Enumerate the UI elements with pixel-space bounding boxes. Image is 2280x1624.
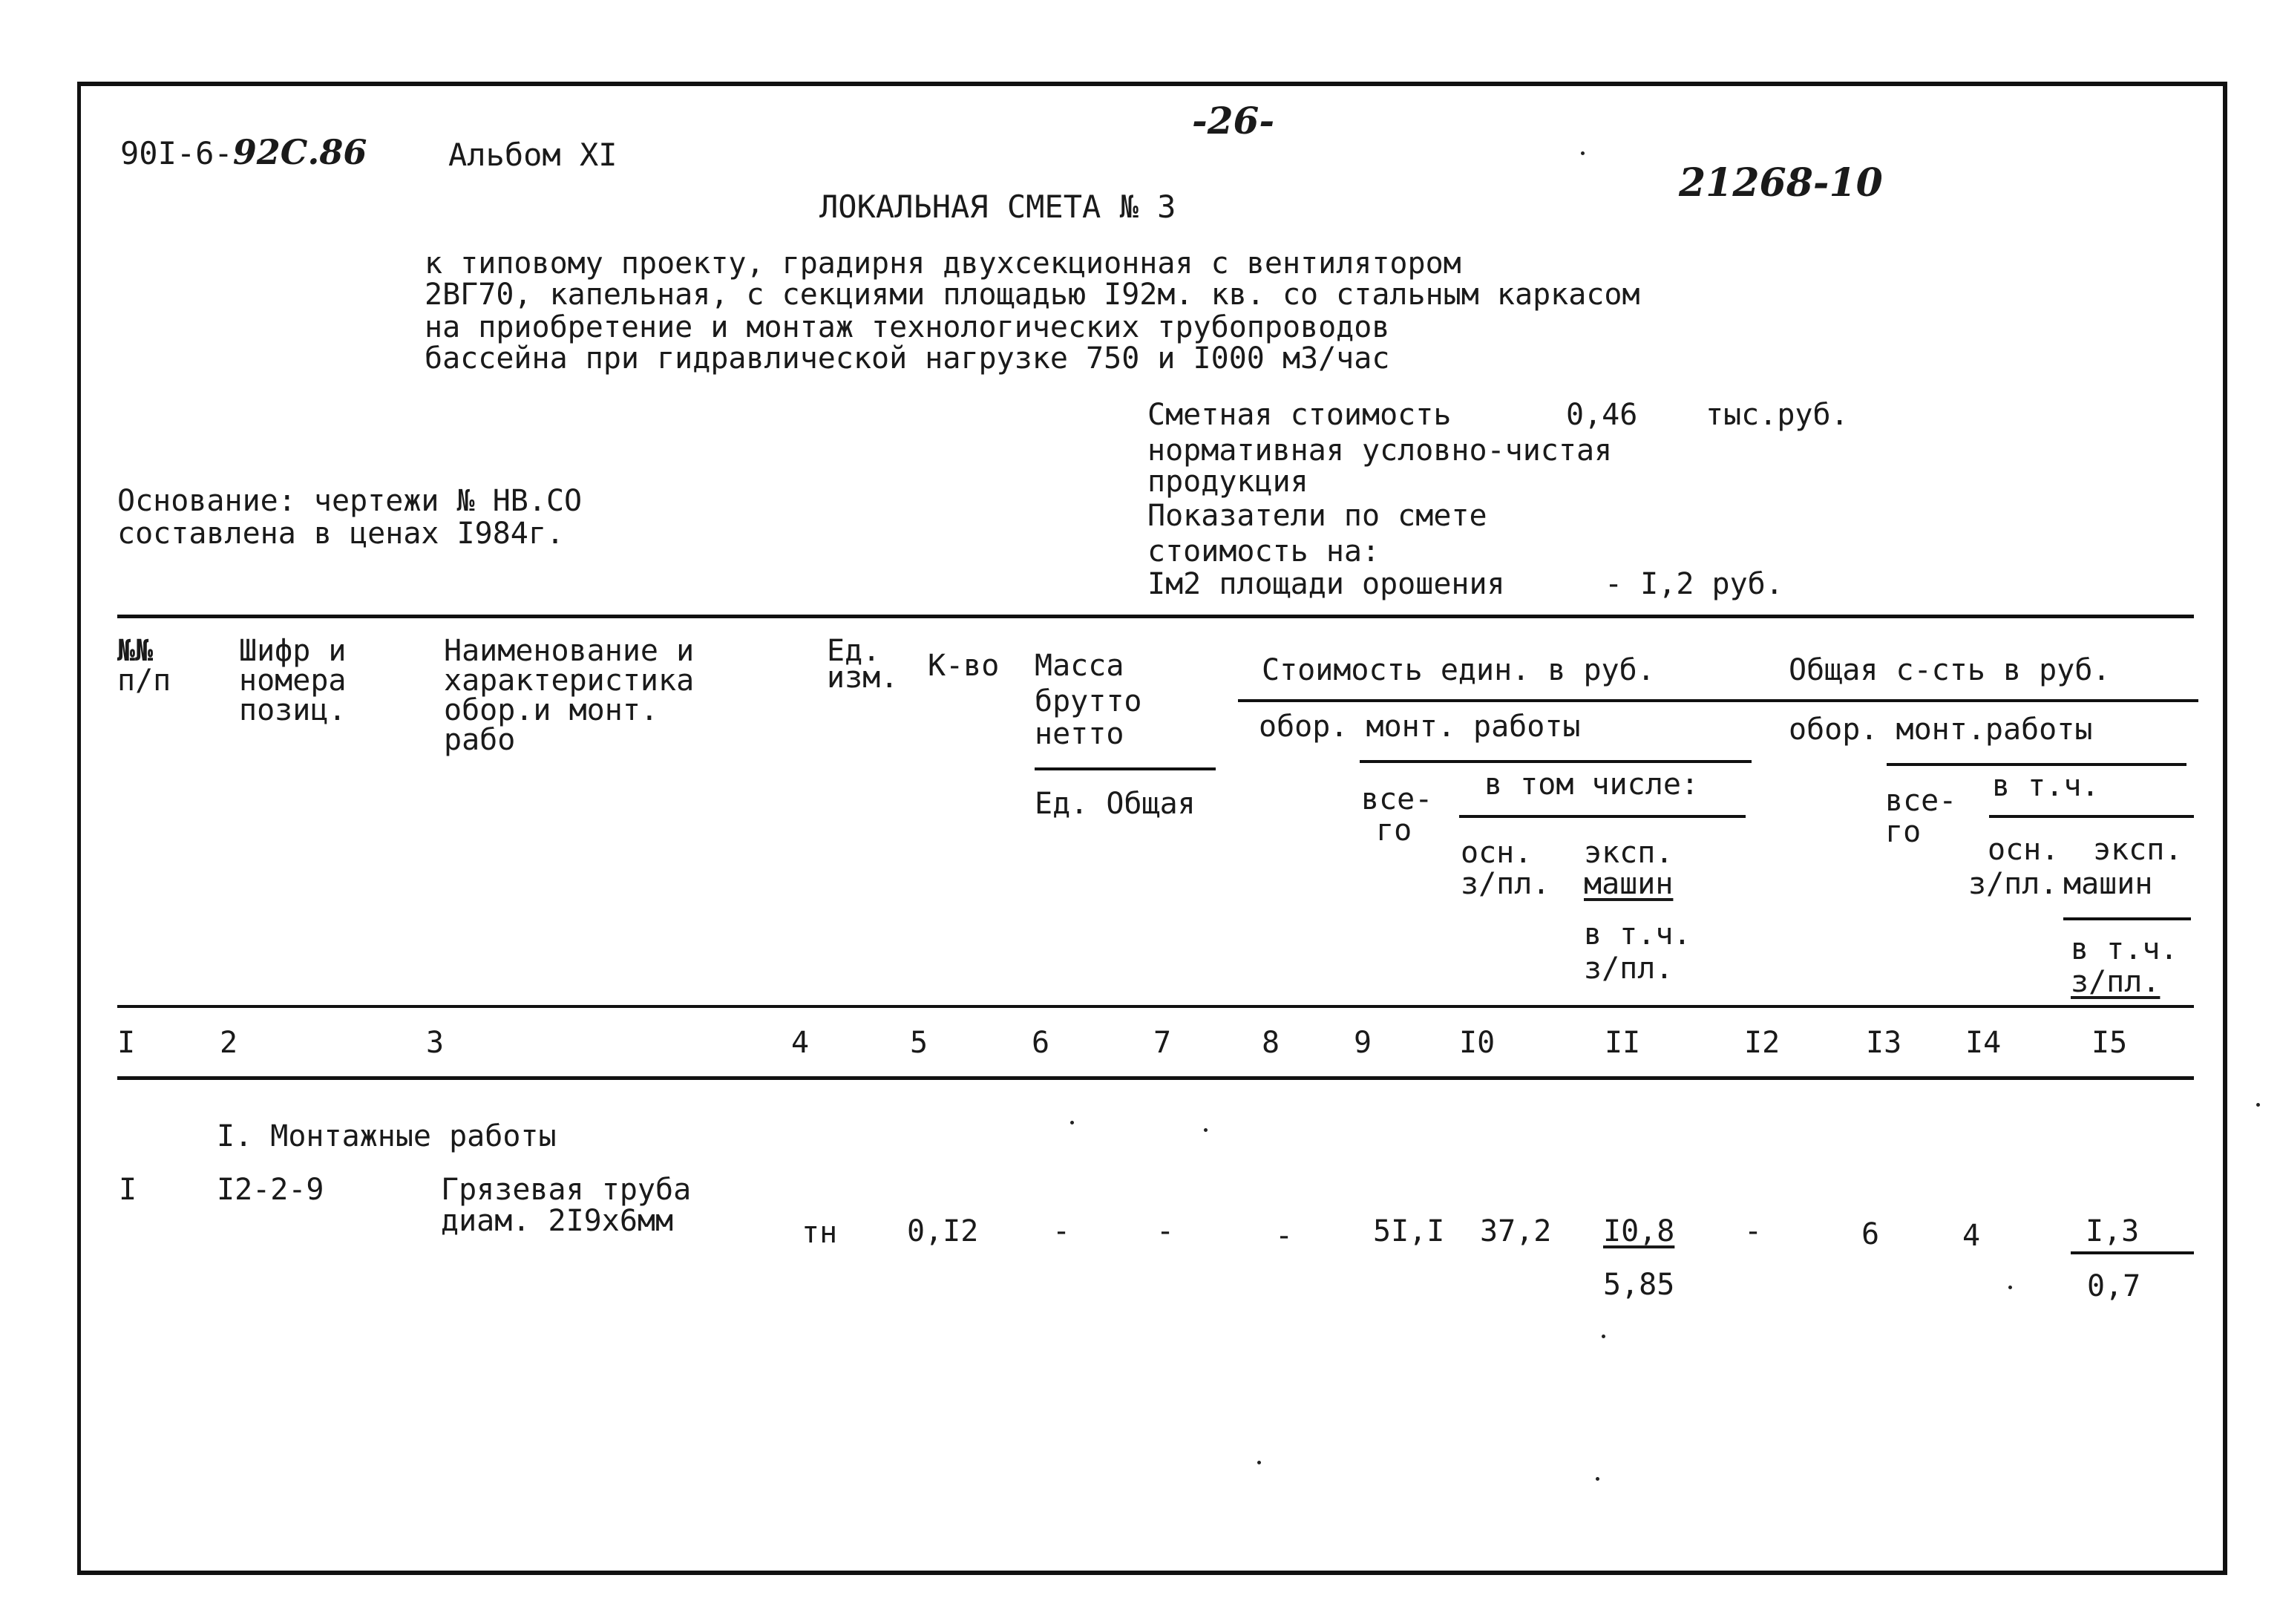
normative-line-2: продукция [1147, 465, 1308, 499]
including-rule [1459, 815, 1746, 818]
header-machine-2: эксп. [2093, 833, 2183, 867]
header-basic-wage-l1: осн. [1461, 836, 1533, 870]
scan-speck [1257, 1461, 1261, 1464]
header-machine-2-l2: машин [2063, 867, 2153, 901]
col-num-11: II [1605, 1026, 1641, 1060]
description-line-2: 2ВГ70, капельная, с секциями площадью I92м. кв. со стальным каркасом [425, 278, 1640, 312]
col-num-9: 9 [1354, 1026, 1372, 1060]
row-machine-operation-2-rule [2071, 1251, 2194, 1254]
col-num-3: 3 [426, 1026, 445, 1060]
total-cost-sub-rule [1887, 763, 2186, 766]
indicators-line-1: Показатели по смете [1147, 499, 1487, 533]
row-machine-wage-2: 0,7 [2087, 1269, 2141, 1303]
cost-rule [1238, 699, 2198, 702]
col-num-2: 2 [220, 1026, 238, 1060]
header-code-l3: позиц. [239, 693, 347, 727]
header-mass-l2: брутто [1035, 684, 1142, 718]
header-num-l2: п/п [117, 664, 171, 698]
row-name-l1: Грязевая труба [441, 1173, 692, 1207]
row-code: I2-2-9 [217, 1173, 324, 1207]
col-num-10: I0 [1459, 1026, 1496, 1060]
column-numbers-bottom-rule [117, 1076, 2194, 1080]
header-code-l2: номера [239, 664, 347, 698]
indicator-value: - I,2 руб. [1605, 567, 1783, 601]
row-machine-operation: I0,8 [1603, 1214, 1675, 1248]
basis-line-1: Основание: чертежи № НВ.СО [117, 484, 583, 518]
header-total1-l1: все- [1361, 782, 1433, 816]
col-num-4: 4 [791, 1026, 810, 1060]
page-title: ЛОКАЛЬНАЯ СМЕТА № 3 [819, 189, 1176, 225]
row-machine-operation-2: I,3 [2086, 1214, 2140, 1248]
including-2-rule [1989, 815, 2194, 818]
header-wage-2: з/пл. [1968, 867, 2058, 901]
header-name-l2: характеристика [444, 664, 695, 698]
header-total-cost-sub: обор. монт.работы [1789, 713, 2093, 747]
normative-line-1: нормативная условно-чистая [1147, 433, 1613, 468]
header-basic-wage-l2: з/пл. [1461, 867, 1550, 901]
header-including: в том числе: [1484, 767, 1699, 802]
header-machine-wage-2-l2: з/пл. [2071, 965, 2161, 999]
scan-speck [2256, 1103, 2260, 1107]
basis-line-2: составлена в ценах I984г. [117, 517, 565, 551]
row-mounting-total: 5I,I [1373, 1214, 1445, 1248]
row-quantity: 0,I2 [907, 1214, 979, 1248]
doc-code [120, 132, 367, 172]
description-line-3: на приобретение и монтаж технологических трубопроводов [425, 310, 1390, 344]
scan-speck [1602, 1335, 1605, 1338]
description-line-1: к типовому проекту, градирня двухсекционная с вентилятором [425, 246, 1461, 281]
doc-code-handwritten: 92С.86 [232, 132, 367, 172]
row-number: I [119, 1173, 137, 1207]
indicator-label: Iм2 площади орошения [1147, 567, 1505, 601]
machine-2-rule [2063, 917, 2191, 920]
estimated-cost-value: 0,46 [1566, 398, 1638, 432]
col-num-13: I3 [1866, 1026, 1902, 1060]
col-num-1: I [117, 1026, 136, 1060]
header-total1-l2: го [1376, 813, 1412, 848]
header-unit-l1: Ед. [827, 634, 881, 668]
column-numbers-top-rule [117, 1005, 2194, 1008]
mass-rule [1035, 767, 1216, 770]
header-total2-l1: все- [1885, 784, 1957, 818]
header-unit-cost: Стоимость един. в руб. [1262, 653, 1655, 687]
row-name-l2: диам. 2I9х6мм [441, 1204, 674, 1238]
col-num-5: 5 [910, 1026, 928, 1060]
header-mass-l4: Ед. Общая [1035, 787, 1196, 821]
unit-cost-sub-rule [1360, 760, 1752, 763]
row-machine-wage: 5,85 [1603, 1268, 1675, 1302]
indicators-line-2: стоимость на: [1147, 534, 1380, 569]
row-basic-wage: 37,2 [1480, 1214, 1552, 1248]
row-mass-unit: - [1052, 1214, 1071, 1248]
col-num-12: I2 [1744, 1026, 1781, 1060]
estimated-cost-unit: тыс.руб. [1706, 398, 1849, 432]
scan-speck [1581, 151, 1585, 155]
col-num-8: 8 [1262, 1026, 1280, 1060]
scan-speck [1070, 1121, 1074, 1124]
col-num-6: 6 [1032, 1026, 1050, 1060]
col-num-15: I5 [2091, 1026, 2128, 1060]
header-num-l1: №№ [117, 634, 154, 668]
doc-code-print: 90I-6- [120, 135, 233, 171]
header-basic-wage-2: осн. [1988, 833, 2060, 867]
header-code-l1: Шифр и [239, 634, 347, 668]
header-mass-l3: нетто [1035, 717, 1124, 751]
table-top-rule [117, 615, 2194, 618]
row-basic-wage-2: 4 [1962, 1219, 1981, 1253]
estimated-cost-label: Сметная стоимость [1147, 398, 1452, 432]
header-machine-wage-l1: в т.ч. [1584, 917, 1691, 952]
header-name-l4: рабо [444, 723, 516, 757]
header-unit-cost-sub: обор. монт. работы [1259, 710, 1581, 744]
page-number: -26- [1192, 99, 1275, 143]
header-machine-l2: машин [1584, 867, 1674, 901]
header-including-2: в т.ч. [1992, 769, 2100, 803]
header-name-l1: Наименование и [444, 634, 695, 668]
header-machine-l1: эксп. [1584, 836, 1674, 870]
description-line-4: бассейна при гидравлической нагрузке 750 и I000 м3/час [425, 341, 1390, 376]
header-total2-l2: го [1885, 815, 1922, 849]
row-unit: тн [802, 1216, 838, 1250]
header-machine-wage-l2: з/пл. [1584, 952, 1674, 986]
col-num-14: I4 [1965, 1026, 2002, 1060]
header-mass-l1: Масса [1035, 649, 1124, 683]
row-equipment-unit: - [1275, 1219, 1294, 1253]
col-num-7: 7 [1153, 1026, 1172, 1060]
section-title: I. Монтажные работы [217, 1119, 557, 1153]
album-label: Альбом XI [448, 137, 618, 173]
header-quantity: К-во [928, 649, 1000, 683]
header-machine-wage-2-l1: в т.ч. [2071, 932, 2178, 966]
header-total-cost: Общая с-сть в руб. [1789, 653, 2111, 687]
row-mounting-total-2: 6 [1861, 1217, 1880, 1251]
scan-speck [2008, 1286, 2012, 1289]
header-unit-l2: изм. [827, 661, 899, 695]
header-name-l3: обор.и монт. [444, 693, 658, 727]
scan-speck [1204, 1128, 1208, 1132]
row-mass-total: - [1156, 1214, 1175, 1248]
archive-number: 21268-10 [1679, 160, 1883, 206]
scan-speck [1596, 1477, 1599, 1481]
row-equipment-total: - [1744, 1214, 1763, 1248]
